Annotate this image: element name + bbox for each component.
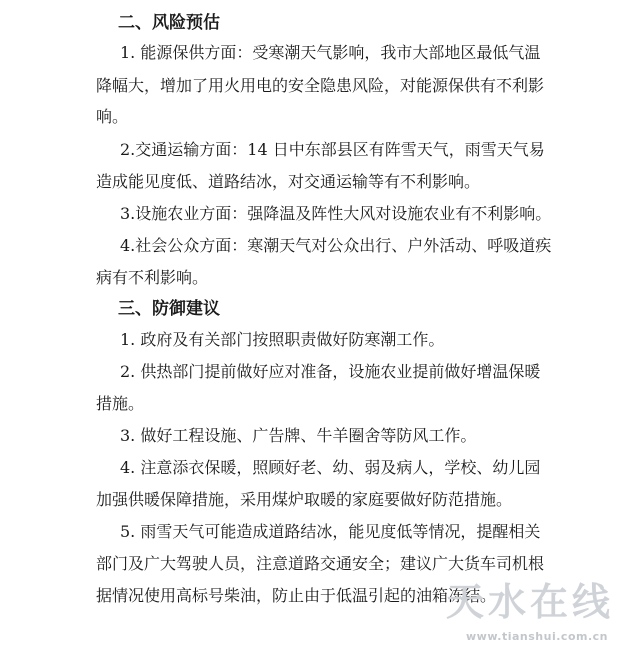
risk-item-4-line-1: 4.社会公众方面：寒潮天气对公众出行、户外活动、呼吸道疾 — [120, 236, 552, 255]
risk-item-1-line-1: 1. 能源保供方面：受寒潮天气影响，我市大部地区最低气温 — [120, 43, 541, 62]
risk-item-2-line-1: 2.交通运输方面：14 日中东部县区有阵雪天气，雨雪天气易 — [120, 140, 545, 159]
risk-item-1-line-3: 响。 — [96, 107, 129, 126]
defense-item-4-line-2: 加强供暖保障措施，采用煤炉取暖的家庭要做好防范措施。 — [96, 490, 513, 509]
defense-item-3-line-1: 3. 做好工程设施、广告牌、牛羊圈舍等防风工作。 — [120, 426, 477, 445]
risk-item-1-line-2: 降幅大，增加了用火用电的安全隐患风险，对能源保供有不利影 — [96, 76, 545, 95]
risk-item-2-line-2: 造成能见度低、道路结冰，对交通运输等有不利影响。 — [96, 172, 481, 191]
section-heading-defense: 三、防御建议 — [118, 299, 220, 319]
watermark-url: www.tianshui.com.cn — [466, 630, 608, 643]
section-heading-risk: 二、风险预估 — [118, 13, 220, 33]
risk-item-4-line-2: 病有不利影响。 — [96, 268, 209, 287]
defense-item-5-line-3: 据情况使用高标号柴油，防止由于低温引起的油箱冻结。 — [96, 586, 497, 605]
defense-item-2-line-2: 措施。 — [96, 394, 145, 413]
defense-item-5-line-1: 5. 雨雪天气可能造成道路结冰，能见度低等情况，提醒相关 — [120, 522, 541, 541]
site-watermark — [424, 571, 614, 643]
watermark-logo-text: 天水在线 — [445, 580, 614, 624]
defense-item-1-line-1: 1. 政府及有关部门按照职责做好防寒潮工作。 — [120, 330, 445, 349]
risk-item-3-line-1: 3.设施农业方面：强降温及阵性大风对设施农业有不利影响。 — [120, 204, 552, 223]
defense-item-2-line-1: 2. 供热部门提前做好应对准备，设施农业提前做好增温保暖 — [120, 362, 541, 381]
defense-item-5-line-2: 部门及广大驾驶人员，注意道路交通安全；建议广大货车司机根 — [96, 554, 545, 573]
defense-item-4-line-1: 4. 注意添衣保暖，照顾好老、幼、弱及病人，学校、幼儿园 — [120, 458, 541, 477]
